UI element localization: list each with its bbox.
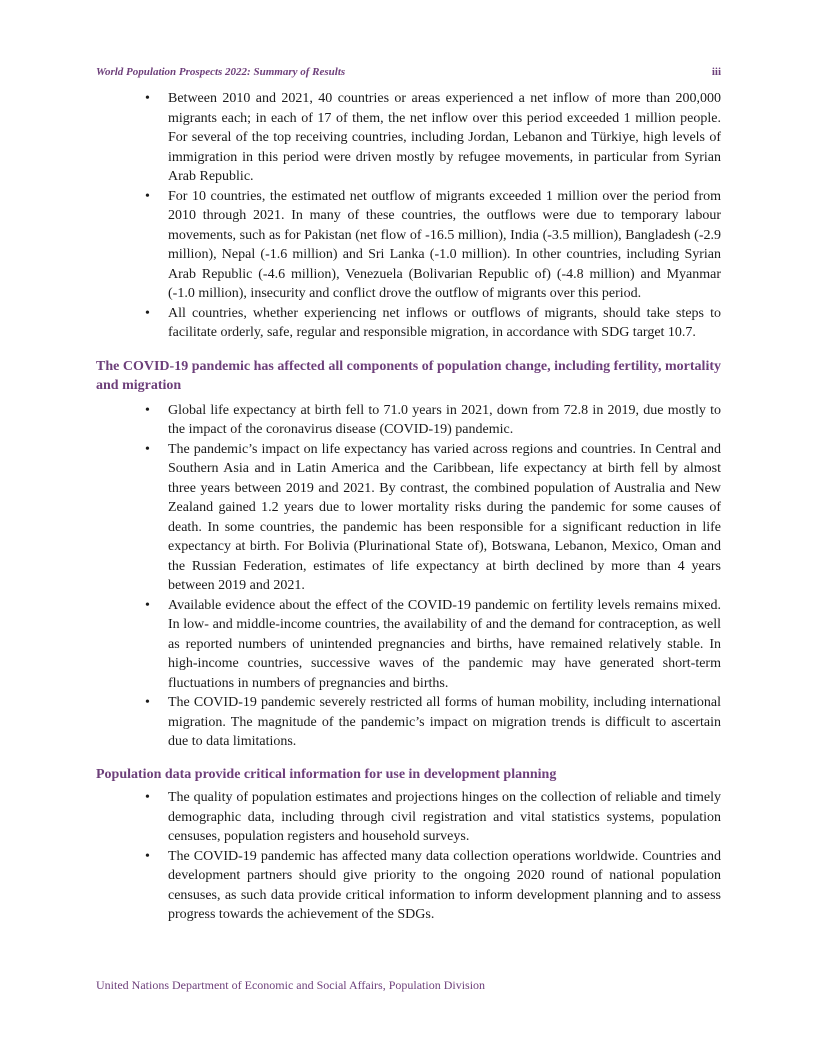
bullet-text: Between 2010 and 2021, 40 countries or areas experienced a net inflow of more than 200,000 migrants each; in each of 17 of them, the net inflow over this period exceeded 1 million people. For several of the top receiving countries, including Jordan, Lebanon and Türkiye, high levels of immigration in this period were driven mostly by refugee movements, in particular from Syrian Arab Republic. [168,91,721,184]
list-item [96,693,721,752]
bullet-list [96,788,721,925]
bullet-text: For 10 countries, the estimated net outflow of migrants exceeded 1 million over the period from 2010 through 2021. In many of these countries, the outflows were due to temporary labour movements, such as for Pakistan (net flow of -16.5 million), India (-3.5 million), Bangladesh (-2.9 million), Nepal (-1.6 million) and Sri Lanka (-1.0 million). In other countries, including Syrian Arab Republic (-4.6 million), Venezuela (Bolivarian Republic of) (-4.8 million) and Myanmar (-1.0 million), insecurity and conflict drove the outflow of migrants over this period. [168,188,721,301]
bullet-icon: • [145,790,150,805]
section-heading: Population data provide critical information for use in development planning [96,766,557,782]
bullet-text: The COVID-19 pandemic severely restricted all forms of human mobility, including international migration. The magnitude of the pandemic’s impact on migration trends is difficult to ascertain due to data limitations. [168,695,721,749]
list-item [96,440,721,596]
document-body [96,88,721,925]
bullet-text: Global life expectancy at birth fell to 71.0 years in 2021, down from 72.8 in 2019, due mostly to the impact of the coronavirus disease (COVID-19) pandemic. [168,402,721,437]
list-item [96,89,721,187]
bullet-list [96,89,721,343]
bullet-text: The COVID-19 pandemic has affected many data collection operations worldwide. Countries and development partners should give priority to the ongoing 2020 round of national population censuses, as such data provide critical information to inform development planning and to assess progress towards the achievement of the SDGs. [168,848,721,922]
list-item [96,596,721,694]
list-item [96,788,721,847]
bullet-icon: • [145,188,150,204]
list-item [96,847,721,925]
list-item [96,401,721,440]
bullet-text: The pandemic’s impact on life expectancy has varied across regions and countries. In Central and Southern Asia and in Latin America and the Caribbean, life expectancy at birth fell by almost three years between 2019 and 2021. By contrast, the combined population of Australia and New Zealand gained 1.2 years due to lower mortality risks during the pandemic for some causes of death. In some countries, the pandemic has been responsible for a significant reduction in life expectancy at birth. For Bolivia (Plurinational State of), Botswana, Lebanon, Mexico, Oman and the Russian Federation, estimates of life expectancy at birth declined by more than 4 years between 2019 and 2021. [168,441,721,593]
bullet-icon: • [145,91,150,106]
bullet-text: All countries, whether experiencing net inflows or outflows of migrants, should take steps to facilitate orderly, safe, regular and responsible migration, in accordance with SDG target 10.7. [168,305,721,340]
bullet-icon: • [145,848,150,864]
section-heading: The COVID-19 pandemic has affected all components of population change, including fertility, mortality and migration [96,358,721,393]
bullet-icon: • [145,441,150,457]
bullet-text: The quality of population estimates and projections hinges on the collection of reliable and timely demographic data, including through civil registration and vital statistics systems, population censuses, population registers and household surveys. [168,790,721,844]
bullet-icon: • [145,695,150,710]
bullet-list [96,401,721,752]
bullet-icon: • [145,305,150,321]
page-number: iii [711,66,721,78]
page-footer: United Nations Department of Economic and Social Affairs, Population Division [96,978,486,992]
running-header-title: World Population Prospects 2022: Summary of Results [96,66,346,78]
running-header [96,66,721,82]
bullet-icon: • [145,402,150,418]
list-item [96,187,721,304]
bullet-icon: • [145,597,150,613]
bullet-text: Available evidence about the effect of the COVID-19 pandemic on fertility levels remains mixed. In low- and middle-income countries, the availability of and the demand for contraception, as well as reported numbers of unintended pregnancies and births, have remained relatively stable. In high-income countries, successive waves of the pandemic may have generated short-term fluctuations in numbers of pregnancies and births. [168,597,721,691]
list-item [96,304,721,343]
